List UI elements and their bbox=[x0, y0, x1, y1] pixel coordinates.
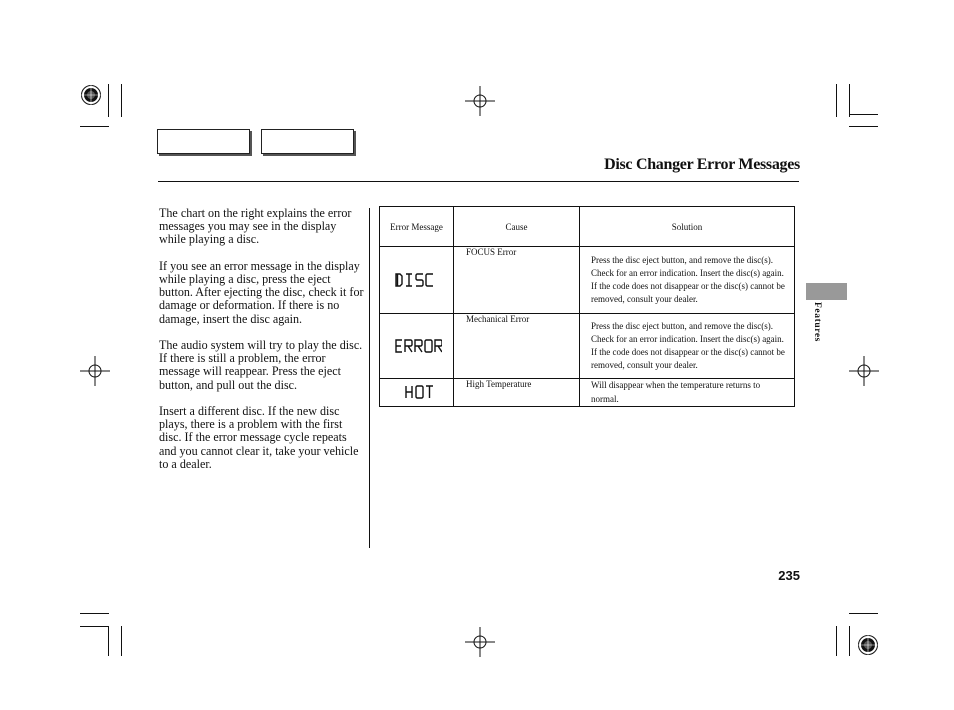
registration-target-icon bbox=[80, 84, 102, 106]
error-message-table bbox=[379, 206, 795, 407]
error-display-readout bbox=[394, 314, 442, 378]
crosshair-icon bbox=[465, 86, 495, 116]
section-name: Features bbox=[812, 302, 822, 342]
column-divider bbox=[369, 208, 370, 548]
registration-target-icon bbox=[857, 634, 879, 656]
solution-cell: Press the disc eject button, and remove the disc(s). Check for an error indication. Insert the disc(s) again. If the code does not disappear or the disc(s) cannot be removed, consult your dealer. bbox=[580, 314, 795, 379]
intro-paragraph: Insert a different disc. If the new disc plays, there is a problem with the first disc. If the error message cycle repeats and you cannot clear it, take your vehicle to a dealer. bbox=[159, 404, 359, 471]
cause-cell: High Temperature bbox=[454, 379, 580, 407]
header-error-message: Error Message bbox=[380, 207, 454, 247]
nav-box-main-menu[interactable] bbox=[157, 129, 250, 154]
intro-text bbox=[159, 207, 365, 484]
cause-cell: FOCUS Error bbox=[454, 247, 580, 314]
error-display-cell bbox=[380, 247, 454, 314]
nav-box-table-of-contents[interactable] bbox=[261, 129, 354, 154]
cause-cell: Mechanical Error bbox=[454, 314, 580, 379]
hot-display-readout bbox=[404, 379, 434, 405]
table-header-row bbox=[380, 207, 795, 247]
intro-paragraph: If you see an error message in the display while playing a disc, press the eject button. After ejecting the disc, check it for damage or deformation. If there is no damage, insert the disc again. bbox=[159, 258, 364, 326]
solution-cell: Press the disc eject button, and remove the disc(s). Check for an error indication. Insert the disc(s) again. If the code does not disappear or the disc(s) cannot be removed, consult your dealer. bbox=[580, 247, 795, 314]
section-tab-marker[interactable] bbox=[806, 283, 847, 300]
header-cause: Cause bbox=[454, 207, 580, 247]
intro-paragraph: The chart on the right explains the error messages you may see in the display while playing a disc. bbox=[159, 206, 352, 247]
error-display-cell bbox=[380, 379, 454, 407]
crosshair-icon bbox=[849, 356, 879, 386]
table-row bbox=[380, 379, 795, 407]
crosshair-icon bbox=[465, 627, 495, 657]
table-row bbox=[380, 314, 795, 379]
section-tab-label bbox=[811, 302, 825, 362]
page-number: 235 bbox=[778, 568, 800, 583]
error-display-cell bbox=[380, 314, 454, 379]
table-row bbox=[380, 247, 795, 314]
solution-cell: Will disappear when the temperature returns to normal. bbox=[580, 379, 795, 407]
disc-display-readout bbox=[394, 247, 434, 313]
header-solution: Solution bbox=[580, 207, 795, 247]
crosshair-icon bbox=[80, 356, 110, 386]
intro-paragraph: The audio system will try to play the disc. If there is still a problem, the error message will reappear. Press the eject button, and pull out the disc. bbox=[159, 338, 363, 392]
page-title: Disc Changer Error Messages bbox=[604, 156, 800, 173]
title-rule bbox=[158, 181, 799, 182]
